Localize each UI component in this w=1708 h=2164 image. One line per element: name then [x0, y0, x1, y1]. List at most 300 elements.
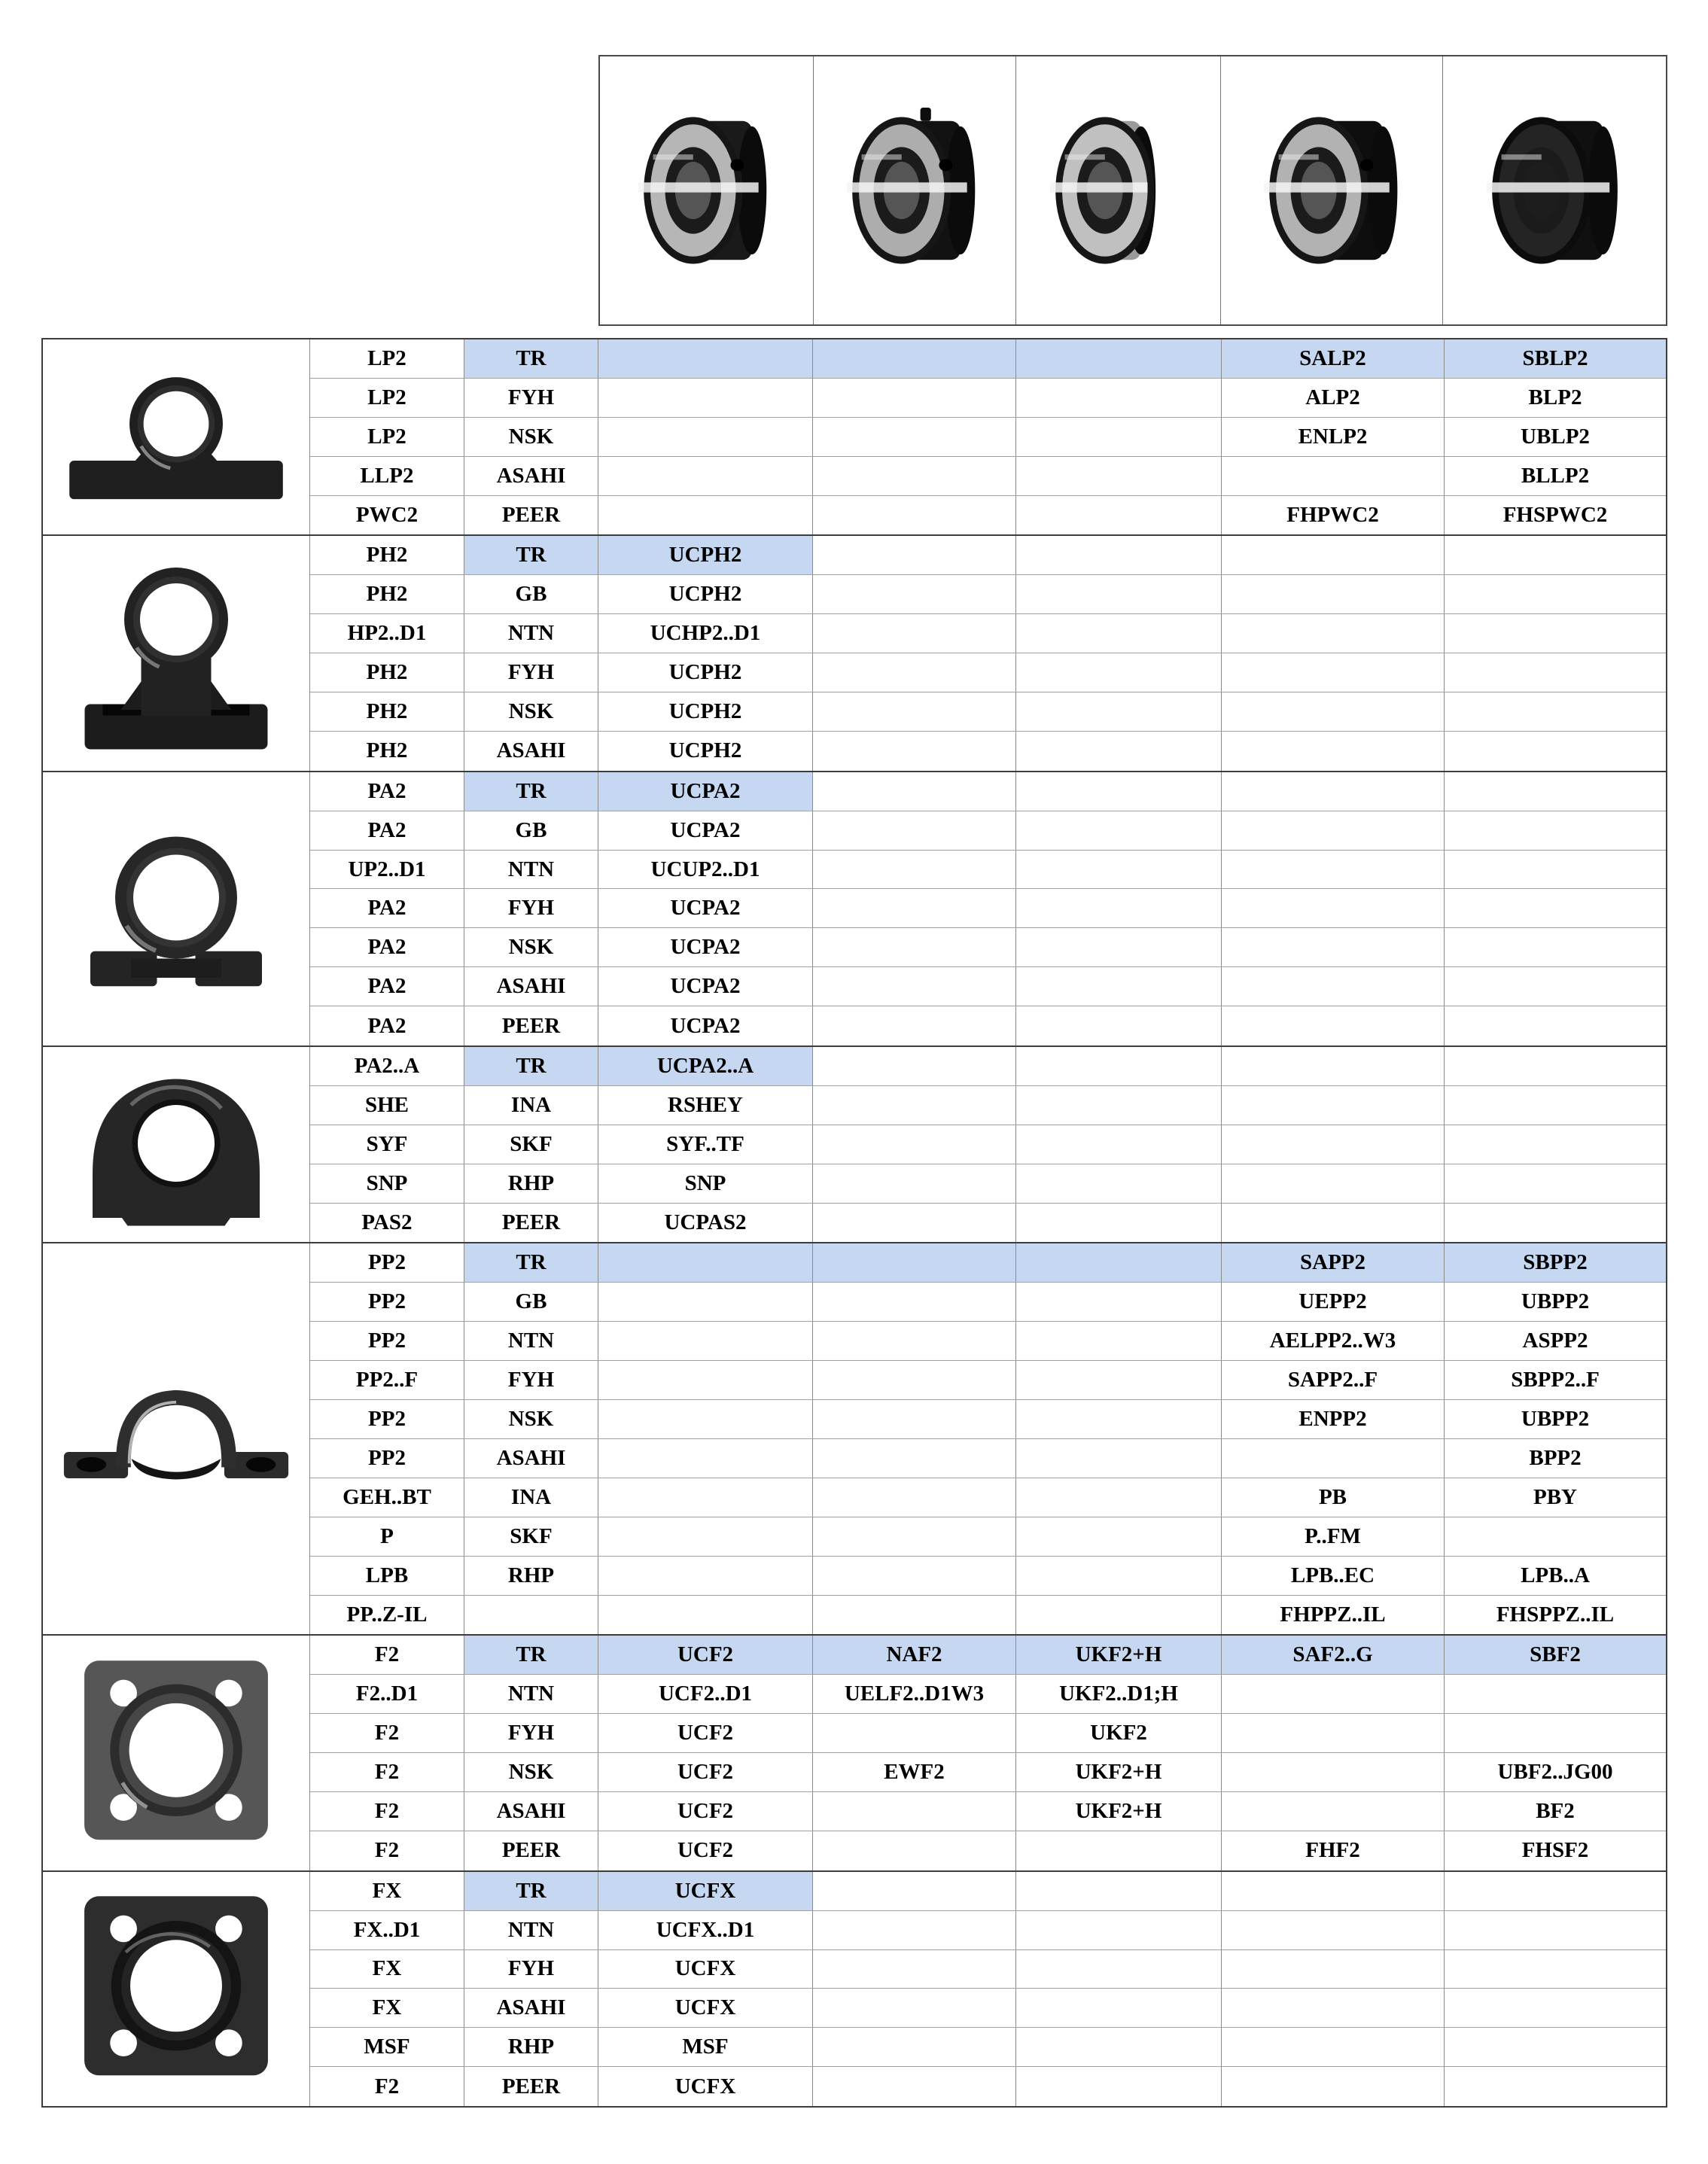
interchange-cell [813, 889, 1016, 928]
part-number-cell: PP2 [310, 1243, 464, 1283]
interchange-cell [813, 732, 1016, 771]
interchange-cell [813, 1283, 1016, 1322]
interchange-cell: UCFX [598, 2067, 813, 2106]
interchange-cell [1445, 967, 1666, 1006]
interchange-cell [1016, 1911, 1222, 1950]
interchange-cell: UCPA2 [598, 928, 813, 967]
insert-bearing-plain-photo [1037, 90, 1199, 291]
interchange-cell: UCPA2 [598, 889, 813, 928]
interchange-cell [813, 1989, 1016, 2028]
interchange-cell [1445, 928, 1666, 967]
interchange-cell [1222, 1006, 1445, 1045]
interchange-cell: SBPP2 [1445, 1243, 1666, 1283]
interchange-cell [1222, 614, 1445, 653]
housing-group [43, 1047, 1666, 1243]
square-flange-fx-photo [43, 1872, 310, 2106]
brand-cell: TR [464, 772, 598, 811]
interchange-cell [813, 1047, 1016, 1086]
brand-cell: SKF [464, 1517, 598, 1557]
interchange-cell: UCF2 [598, 1792, 813, 1831]
interchange-cell [598, 457, 813, 496]
interchange-cell: EWF2 [813, 1753, 1016, 1792]
brand-cell: PEER [464, 1006, 598, 1045]
part-number-cell: PAS2 [310, 1204, 464, 1243]
interchange-cell: SBPP2..F [1445, 1361, 1666, 1400]
interchange-cell [1016, 1164, 1222, 1204]
interchange-cell [598, 1400, 813, 1439]
brand-cell: TR [464, 1636, 598, 1675]
interchange-cell [813, 418, 1016, 457]
brand-cell: PEER [464, 1831, 598, 1870]
interchange-cell [1222, 967, 1445, 1006]
part-number-cell: F2 [310, 2067, 464, 2106]
interchange-cell: SAPP2..F [1222, 1361, 1445, 1400]
interchange-cell [1016, 967, 1222, 1006]
interchange-cell [1445, 653, 1666, 692]
interchange-cell [1445, 1950, 1666, 1989]
pillow-block-pa-photo [43, 772, 310, 1045]
interchange-cell [813, 692, 1016, 732]
part-number-cell: F2 [310, 1636, 464, 1675]
interchange-cell [1445, 1872, 1666, 1911]
interchange-cell [598, 1322, 813, 1361]
interchange-cell [813, 536, 1016, 575]
interchange-cell [1016, 851, 1222, 890]
interchange-cell [1222, 1675, 1445, 1714]
interchange-cell [1016, 2028, 1222, 2067]
interchange-cell: FHSF2 [1521, 1838, 1589, 1863]
part-number-cell: LP2 [310, 339, 464, 379]
part-number-cell: PP2 [310, 1400, 464, 1439]
interchange-cell [1016, 1517, 1222, 1557]
interchange-cell [1016, 653, 1222, 692]
pressed-steel-strap-pp-photo [43, 1243, 310, 1634]
interchange-cell: ENLP2 [1222, 418, 1445, 457]
interchange-cell [1222, 575, 1445, 614]
interchange-cell [1016, 1400, 1222, 1439]
interchange-cell [1445, 575, 1666, 614]
part-number-cell: PH2 [310, 692, 464, 732]
interchange-cell [1016, 1322, 1222, 1361]
interchange-cell: UKF2..D1;H [1016, 1675, 1222, 1714]
interchange-cell [1222, 811, 1445, 851]
interchange-cell [598, 1557, 813, 1596]
interchange-cell [1016, 614, 1222, 653]
header-bearing-cell [1443, 56, 1666, 324]
brand-cell: GB [464, 1283, 598, 1322]
part-number-cell: FX [310, 1950, 464, 1989]
interchange-cell [813, 1439, 1016, 1478]
interchange-cell [813, 496, 1016, 535]
part-number-cell: LP2 [310, 418, 464, 457]
interchange-cell: UBPP2 [1445, 1400, 1666, 1439]
interchange-cell [598, 1283, 813, 1322]
interchange-cell [1016, 692, 1222, 732]
interchange-cell [598, 1243, 813, 1283]
interchange-cell [1222, 1792, 1445, 1831]
interchange-cell [1445, 1006, 1666, 1045]
part-number-cell: F2 [310, 1714, 464, 1753]
interchange-cell [1445, 1047, 1666, 1086]
interchange-cell: P..FM [1222, 1517, 1445, 1557]
brand-cell: RHP [464, 1557, 598, 1596]
part-number-cell: MSF [310, 2028, 464, 2067]
interchange-cell [1222, 1950, 1445, 1989]
interchange-cell [1222, 851, 1445, 890]
interchange-cell [598, 1596, 813, 1635]
interchange-cell [813, 1400, 1016, 1439]
part-number-cell: FX..D1 [310, 1911, 464, 1950]
brand-cell: FYH [464, 379, 598, 418]
part-number-cell: PWC2 [310, 496, 464, 535]
interchange-cell [1016, 1047, 1222, 1086]
interchange-cell: UKF2+H [1016, 1792, 1222, 1831]
interchange-cell: UCF2 [598, 1831, 813, 1870]
interchange-cell: SAF2..G [1222, 1636, 1445, 1675]
interchange-cell [1445, 2067, 1666, 2106]
interchange-cell: FHSPPZ..IL [1496, 1602, 1615, 1627]
interchange-cell [813, 1792, 1016, 1831]
interchange-cell [1445, 1086, 1666, 1125]
part-number-cell: F2 [310, 1753, 464, 1792]
interchange-cell: UELF2..D1W3 [813, 1675, 1016, 1714]
interchange-cell [1445, 614, 1666, 653]
interchange-cell [813, 1517, 1016, 1557]
interchange-cell: FHPWC2 [1222, 496, 1445, 535]
interchange-cell [1445, 1989, 1666, 2028]
brand-cell: PEER [464, 1204, 598, 1243]
interchange-cell: MSF [598, 2028, 813, 2067]
interchange-cell: UBF2..JG00 [1445, 1753, 1666, 1792]
brand-cell: NSK [464, 1753, 598, 1792]
interchange-cell [1222, 2067, 1445, 2106]
interchange-cell: SBLP2 [1445, 339, 1666, 379]
brand-cell: INA [464, 1478, 598, 1517]
interchange-cell [1222, 1714, 1445, 1753]
interchange-cell [813, 967, 1016, 1006]
interchange-cell [813, 457, 1016, 496]
interchange-cell: UBPP2 [1445, 1283, 1666, 1322]
part-number-cell: PA2 [310, 1006, 464, 1045]
interchange-cell [813, 1204, 1016, 1243]
interchange-cell: UBLP2 [1445, 418, 1666, 457]
interchange-cell: PB [1222, 1478, 1445, 1517]
interchange-cell [1016, 1596, 1222, 1635]
brand-cell: RHP [464, 2028, 598, 2067]
interchange-cell: UCFX..D1 [598, 1911, 813, 1950]
brand-cell: NSK [464, 928, 598, 967]
interchange-cell: UKF2+H [1016, 1636, 1222, 1675]
part-number-cell: F2 [310, 1831, 464, 1870]
interchange-cell: UCPA2 [598, 772, 813, 811]
brand-cell: NTN [464, 1322, 598, 1361]
interchange-cell [1445, 732, 1666, 771]
interchange-cell [598, 379, 813, 418]
interchange-cell [1016, 575, 1222, 614]
interchange-cell [813, 2067, 1016, 2106]
brand-cell: NTN [464, 851, 598, 890]
interchange-cell: UCF2 [598, 1753, 813, 1792]
header-bearing-cell [1016, 56, 1221, 324]
interchange-cell: ASPP2 [1445, 1322, 1666, 1361]
interchange-cell [813, 1911, 1016, 1950]
interchange-cell [813, 1164, 1016, 1204]
interchange-cell: FHSPWC2 [1502, 503, 1608, 527]
interchange-cell [813, 379, 1016, 418]
interchange-cell [1222, 457, 1445, 496]
interchange-cell: UCPAS2 [598, 1204, 813, 1243]
header-bearing-cell [600, 56, 814, 324]
interchange-cell [1222, 692, 1445, 732]
interchange-cell: UCF2 [598, 1636, 813, 1675]
interchange-cell: UCPH2 [598, 575, 813, 614]
interchange-cell: UCUP2..D1 [598, 851, 813, 890]
interchange-cell [1222, 1164, 1445, 1204]
part-number-cell: PP2..F [310, 1361, 464, 1400]
interchange-cell: UCPH2 [598, 692, 813, 732]
part-number-cell: FX [310, 1872, 464, 1911]
interchange-cell [1222, 1204, 1445, 1243]
interchange-cell [1222, 1086, 1445, 1125]
pillow-block-lp-photo [43, 339, 310, 534]
brand-cell: RHP [464, 1164, 598, 1204]
interchange-cell [1016, 379, 1222, 418]
interchange-cell [1222, 1125, 1445, 1164]
brand-cell: TR [464, 536, 598, 575]
interchange-cell [1222, 732, 1445, 771]
brand-cell: SKF [464, 1125, 598, 1164]
brand-cell: GB [464, 575, 598, 614]
interchange-cell [1445, 1204, 1666, 1243]
part-number-cell: UP2..D1 [310, 851, 464, 890]
housing-group [43, 772, 1666, 1047]
interchange-cell [813, 1596, 1016, 1635]
interchange-cell: BF2 [1445, 1792, 1666, 1831]
interchange-cell: NAF2 [813, 1636, 1016, 1675]
interchange-cell [1016, 1204, 1222, 1243]
interchange-cell [1016, 1831, 1222, 1870]
interchange-cell [1016, 811, 1222, 851]
part-number-cell: SNP [310, 1164, 464, 1204]
interchange-cell [813, 1243, 1016, 1283]
interchange-cell [813, 2028, 1016, 2067]
interchange-cell [1016, 1557, 1222, 1596]
interchange-cell [1222, 2028, 1445, 2067]
interchange-cell [1016, 339, 1222, 379]
insert-bearing-eccentric-collar-photo [834, 90, 996, 291]
interchange-cell [813, 575, 1016, 614]
interchange-cell: UCPA2 [598, 811, 813, 851]
part-number-cell: F2..D1 [310, 1675, 464, 1714]
interchange-cell [1016, 772, 1222, 811]
insert-bearing-setscrew-photo [626, 90, 787, 291]
interchange-cell [1016, 1439, 1222, 1478]
interchange-cell: UKF2 [1016, 1714, 1222, 1753]
housing-group [43, 1243, 1666, 1636]
interchange-cell [1016, 1283, 1222, 1322]
interchange-cell [813, 772, 1016, 811]
interchange-cell [1445, 811, 1666, 851]
interchange-cell [813, 1322, 1016, 1361]
brand-cell: ASAHI [464, 1989, 598, 2028]
interchange-cell: AELPP2..W3 [1222, 1322, 1445, 1361]
interchange-cell [1222, 1911, 1445, 1950]
interchange-cell: SALP2 [1222, 339, 1445, 379]
interchange-cell [1222, 653, 1445, 692]
interchange-cell: UCHP2..D1 [598, 614, 813, 653]
interchange-cell [813, 1006, 1016, 1045]
interchange-cell [1445, 1675, 1666, 1714]
interchange-cell [813, 1557, 1016, 1596]
interchange-cell: SNP [598, 1164, 813, 1204]
housing-group [43, 339, 1666, 536]
pillow-block-ph-photo [43, 536, 310, 770]
interchange-cell [1445, 1164, 1666, 1204]
interchange-cell [1016, 2067, 1222, 2106]
part-number-cell: LP2 [310, 379, 464, 418]
interchange-cell [813, 1950, 1016, 1989]
pillow-block-pa2a-photo [43, 1047, 310, 1242]
interchange-cell: ALP2 [1222, 379, 1445, 418]
interchange-cell: UCPH2 [598, 536, 813, 575]
part-number-cell: PP2 [310, 1322, 464, 1361]
interchange-cell [1016, 418, 1222, 457]
interchange-cell: UCFX [598, 1872, 813, 1911]
part-number-cell: HP2..D1 [310, 614, 464, 653]
interchange-cell: UCFX [598, 1989, 813, 2028]
interchange-cell [813, 1872, 1016, 1911]
part-number-cell: SHE [310, 1086, 464, 1125]
brand-cell [464, 1596, 598, 1635]
part-number-cell: PP2 [310, 1439, 464, 1478]
brand-cell: TR [464, 1872, 598, 1911]
interchange-cell [1016, 1872, 1222, 1911]
interchange-table [41, 338, 1667, 2108]
interchange-cell: RSHEY [598, 1086, 813, 1125]
interchange-cell [598, 418, 813, 457]
interchange-cell [1016, 732, 1222, 771]
interchange-cell [1222, 889, 1445, 928]
brand-cell: TR [464, 339, 598, 379]
part-number-cell: PA2 [310, 772, 464, 811]
part-number-cell: PP2 [310, 1283, 464, 1322]
interchange-cell [813, 928, 1016, 967]
interchange-cell [1016, 1243, 1222, 1283]
header-bearing-cell [1221, 56, 1443, 324]
interchange-cell [598, 1439, 813, 1478]
part-number-cell: PH2 [310, 575, 464, 614]
interchange-cell: FHF2 [1222, 1831, 1445, 1870]
interchange-cell: UCPA2 [598, 967, 813, 1006]
interchange-cell: LPB..A [1445, 1557, 1666, 1596]
interchange-cell: BLP2 [1445, 379, 1666, 418]
interchange-cell [813, 614, 1016, 653]
interchange-cell [1222, 1872, 1445, 1911]
interchange-cell: SAPP2 [1222, 1243, 1445, 1283]
insert-bearing-black-photo [1474, 90, 1636, 291]
brand-cell: FYH [464, 1714, 598, 1753]
interchange-cell [813, 851, 1016, 890]
interchange-cell [1222, 772, 1445, 811]
part-number-cell: PA2 [310, 889, 464, 928]
interchange-cell [1016, 1086, 1222, 1125]
interchange-cell [813, 1714, 1016, 1753]
interchange-cell [1016, 1006, 1222, 1045]
part-number-cell: PA2 [310, 967, 464, 1006]
interchange-cell: UEPP2 [1222, 1283, 1445, 1322]
interchange-cell: UCF2 [598, 1714, 813, 1753]
housing-group [43, 1636, 1666, 1871]
interchange-cell [1222, 1989, 1445, 2028]
square-flange-f2-photo [43, 1636, 310, 1870]
housing-group [43, 536, 1666, 772]
interchange-cell [598, 1517, 813, 1557]
interchange-cell [1016, 457, 1222, 496]
brand-cell: ASAHI [464, 1439, 598, 1478]
part-number-cell: PA2..A [310, 1047, 464, 1086]
interchange-cell [1445, 851, 1666, 890]
interchange-cell [598, 1361, 813, 1400]
brand-cell: TR [464, 1047, 598, 1086]
interchange-cell [1016, 536, 1222, 575]
brand-cell: FYH [464, 1950, 598, 1989]
part-number-cell: P [310, 1517, 464, 1557]
brand-cell: INA [464, 1086, 598, 1125]
interchange-cell [598, 339, 813, 379]
interchange-cell [1222, 1047, 1445, 1086]
interchange-cell [1016, 1361, 1222, 1400]
interchange-cell: BLLP2 [1445, 457, 1666, 496]
interchange-cell [1445, 1714, 1666, 1753]
interchange-cell [813, 339, 1016, 379]
part-number-cell: FX [310, 1989, 464, 2028]
brand-cell: NTN [464, 1675, 598, 1714]
interchange-cell: FHPPZ..IL [1222, 1596, 1445, 1635]
part-number-cell: PA2 [310, 928, 464, 967]
brand-cell: ASAHI [464, 967, 598, 1006]
housing-group [43, 1872, 1666, 2106]
interchange-cell [813, 1125, 1016, 1164]
part-number-cell: GEH..BT [310, 1478, 464, 1517]
brand-cell: NSK [464, 692, 598, 732]
interchange-cell [1445, 692, 1666, 732]
interchange-cell [1016, 1989, 1222, 2028]
bearing-header-row [598, 55, 1667, 326]
interchange-cell [1016, 496, 1222, 535]
interchange-cell [1222, 536, 1445, 575]
interchange-cell: UCPA2..A [598, 1047, 813, 1086]
part-number-cell: F2 [310, 1792, 464, 1831]
interchange-cell [813, 1361, 1016, 1400]
part-number-cell: LPB [310, 1557, 464, 1596]
interchange-cell: SBF2 [1445, 1636, 1666, 1675]
interchange-cell [813, 1831, 1016, 1870]
interchange-cell [1445, 772, 1666, 811]
interchange-cell [1222, 928, 1445, 967]
interchange-cell: UCFX [598, 1950, 813, 1989]
interchange-cell [1445, 536, 1666, 575]
interchange-cell: UCPH2 [598, 653, 813, 692]
interchange-cell: UCPA2 [598, 1006, 813, 1045]
brand-cell: PEER [464, 496, 598, 535]
brand-cell: FYH [464, 653, 598, 692]
part-number-cell: PP..Z-IL [310, 1596, 464, 1635]
interchange-cell [1445, 1517, 1666, 1557]
interchange-cell [598, 1478, 813, 1517]
interchange-cell [1222, 1753, 1445, 1792]
interchange-cell: PBY [1445, 1478, 1666, 1517]
part-number-cell: LLP2 [310, 457, 464, 496]
